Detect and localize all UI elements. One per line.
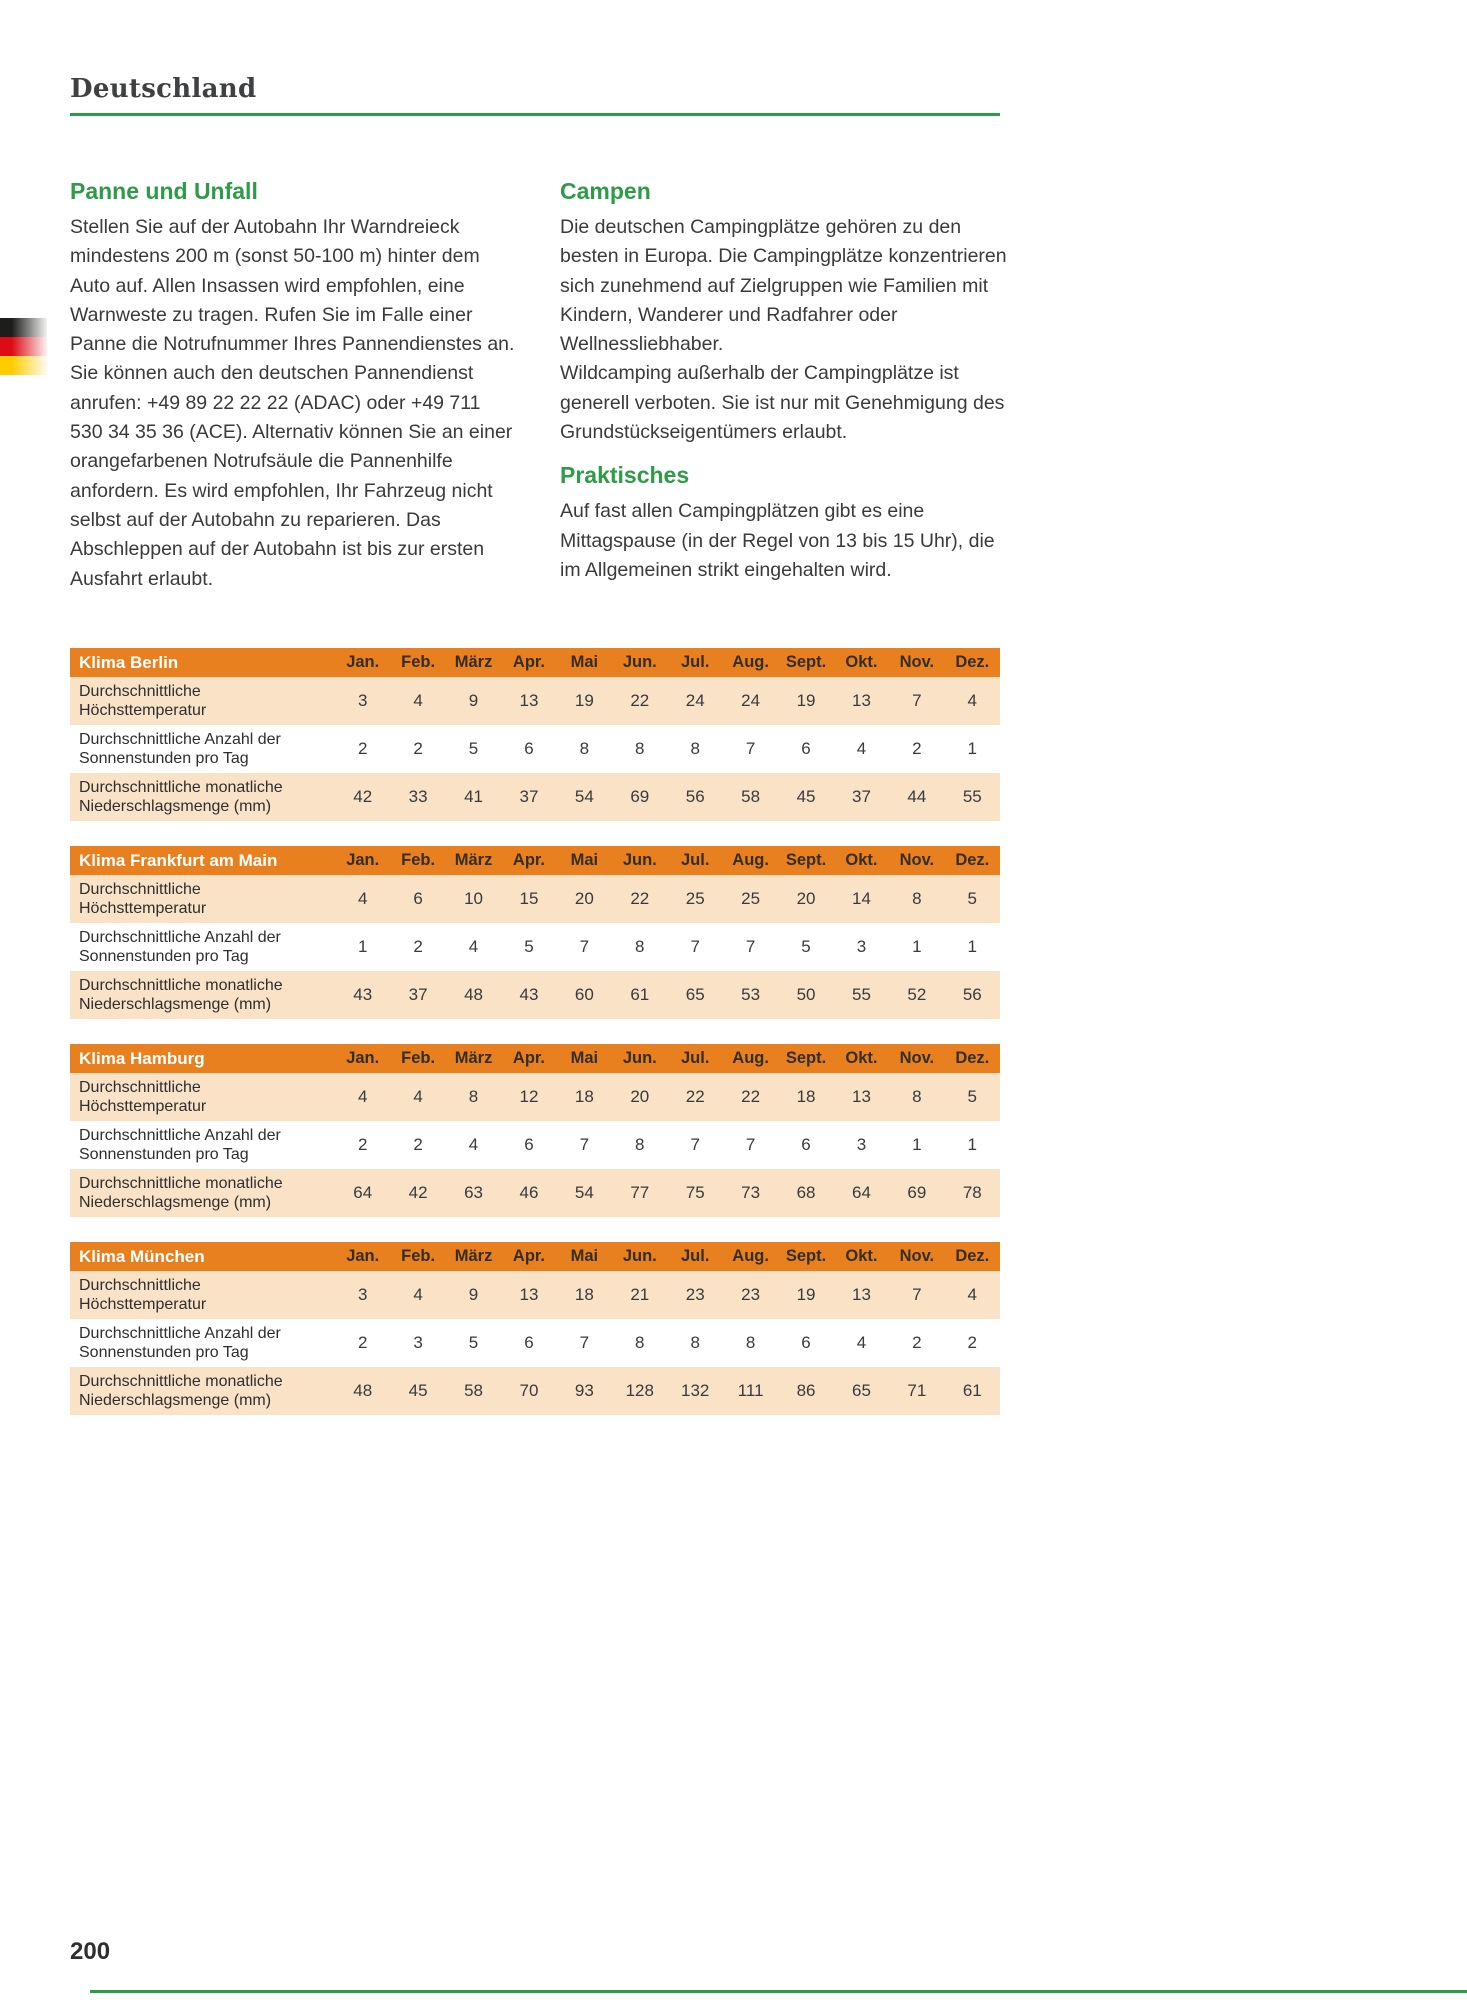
table-title: Klima Hamburg — [79, 1048, 205, 1068]
value-cell: 64 — [851, 1183, 871, 1202]
value-cell: 8 — [468, 1087, 479, 1106]
table-data-row — [70, 677, 1000, 725]
month-header: Apr. — [512, 1247, 545, 1265]
value-cell: 5 — [801, 937, 811, 956]
value-cell: 43 — [353, 985, 373, 1004]
value-cell: 75 — [685, 1183, 705, 1202]
value-cell: 21 — [630, 1285, 650, 1304]
value-cell: 19 — [574, 691, 594, 710]
value-cell: 20 — [574, 889, 594, 908]
value-cell: 22 — [630, 889, 650, 908]
value-cell: 64 — [353, 1183, 373, 1202]
month-header: Okt. — [845, 1247, 878, 1265]
value-cell: 63 — [464, 1183, 483, 1202]
month-header: Aug. — [732, 851, 769, 869]
value-cell: 8 — [690, 1333, 700, 1352]
value-cell: 50 — [796, 985, 816, 1004]
climate-table — [70, 1242, 1000, 1415]
value-cell: 13 — [851, 1285, 871, 1304]
month-header: März — [454, 653, 493, 671]
value-cell: 7 — [745, 937, 756, 956]
month-header: Sept. — [785, 653, 827, 671]
value-cell: 128 — [625, 1381, 654, 1400]
value-cell: 3 — [413, 1333, 423, 1352]
table-title: Klima München — [79, 1246, 205, 1266]
value-cell: 54 — [574, 1183, 594, 1202]
value-cell: 10 — [464, 889, 483, 908]
row-label: Durchschnittliche Anzahl der Sonnenstunden pro Tag — [79, 1325, 281, 1361]
month-header: Mai — [570, 653, 599, 671]
month-header: Jul. — [680, 1049, 710, 1067]
month-header: Nov. — [899, 1247, 935, 1265]
value-cell: 3 — [856, 1135, 867, 1154]
value-cell: 9 — [468, 691, 479, 710]
footer-rule — [90, 1990, 1467, 1993]
value-cell: 37 — [851, 787, 871, 806]
month-header: Nov. — [899, 653, 935, 671]
table-data-row — [70, 1073, 1000, 1121]
climate-table — [70, 648, 1000, 821]
climate-table — [70, 1044, 1000, 1217]
climate-table — [70, 846, 1000, 1019]
value-cell: 2 — [413, 937, 423, 956]
value-cell: 4 — [413, 691, 423, 710]
value-cell: 20 — [796, 889, 816, 908]
value-cell: 12 — [519, 1087, 539, 1106]
page-number: 200 — [70, 1938, 111, 1965]
value-cell: 2 — [912, 739, 922, 758]
table-title: Klima Berlin — [79, 652, 179, 672]
table-data-row — [70, 725, 1000, 773]
month-header: Apr. — [512, 653, 545, 671]
month-header: Jun. — [622, 851, 657, 869]
row-label: Durchschnittliche monatliche Niederschlagsmenge (mm) — [79, 779, 283, 815]
value-cell: 2 — [967, 1333, 978, 1352]
value-cell: 1 — [967, 937, 978, 956]
value-cell: 53 — [741, 985, 761, 1004]
table-data-row — [70, 971, 1000, 1019]
month-header: Jan. — [346, 1049, 380, 1067]
value-cell: 22 — [685, 1087, 705, 1106]
value-cell: 78 — [962, 1183, 982, 1202]
section-title-praktisches: Praktisches — [560, 462, 690, 489]
value-cell: 3 — [856, 937, 867, 956]
row-label: Durchschnittliche Anzahl der Sonnenstunden pro Tag — [79, 929, 281, 965]
value-cell: 55 — [851, 985, 871, 1004]
value-cell: 8 — [579, 739, 590, 758]
value-cell: 1 — [912, 937, 922, 956]
value-cell: 13 — [519, 1285, 539, 1304]
value-cell: 7 — [690, 1135, 700, 1154]
month-header: Jun. — [622, 1247, 657, 1265]
month-header: Jun. — [622, 1049, 657, 1067]
row-label: Durchschnittliche Höchsttemperatur — [79, 881, 207, 917]
row-label: Durchschnittliche monatliche Niederschlagsmenge (mm) — [79, 1373, 283, 1409]
month-header: Feb. — [401, 851, 436, 869]
table-data-row — [70, 1169, 1000, 1217]
value-cell: 4 — [357, 889, 368, 908]
value-cell: 8 — [635, 739, 645, 758]
row-label: Durchschnittliche Anzahl der Sonnenstunden pro Tag — [79, 1127, 281, 1163]
table-header-row — [70, 1044, 1000, 1073]
value-cell: 1 — [912, 1135, 922, 1154]
month-header: Okt. — [845, 851, 878, 869]
month-header: Jan. — [346, 653, 380, 671]
value-cell: 25 — [685, 889, 705, 908]
value-cell: 69 — [907, 1183, 927, 1202]
value-cell: 4 — [468, 937, 479, 956]
value-cell: 48 — [464, 985, 483, 1004]
table-data-row — [70, 1121, 1000, 1169]
value-cell: 61 — [962, 1381, 982, 1400]
value-cell: 60 — [574, 985, 594, 1004]
value-cell: 24 — [685, 691, 705, 710]
value-cell: 68 — [796, 1183, 816, 1202]
value-cell: 7 — [912, 1285, 922, 1304]
section-body-panne-und-unfall: Stellen Sie auf der Autobahn Ihr Warndreieck mindestens 200 m (sonst 50-100 m) hinter dem Auto auf. Allen Insassen wird empfohlen, eine Warnweste zu tragen. Rufen Sie im Falle einer Panne die Notrufnummer Ihres Pannendienstes an. Sie können auch den deutschen Pannendienst anrufen: +49 89 22 22 22 (ADAC) oder +49 711 530 34 35 36 (ACE). Alternativ können Sie an einer orangefarbenen Notrufsäule die Pannenhilfe anfordern. Es wird empfohlen, Ihr Fahrzeug nicht selbst auf der Autobahn zu reparieren. Das Abschleppen auf der Autobahn ist bis zur ersten Ausfahrt erlaubt. — [70, 216, 515, 590]
value-cell: 6 — [801, 739, 811, 758]
section-body-campen-2: Wildcamping außerhalb der Campingplätze ist generell verboten. Sie ist nur mit Genehmigung des Grundstückseigentümers erlaubt. — [560, 362, 1005, 444]
value-cell: 5 — [967, 1087, 978, 1106]
month-header: Feb. — [401, 1049, 436, 1067]
value-cell: 52 — [907, 985, 927, 1004]
value-cell: 69 — [630, 787, 650, 806]
value-cell: 58 — [464, 1381, 483, 1400]
value-cell: 8 — [635, 937, 645, 956]
value-cell: 4 — [468, 1135, 479, 1154]
value-cell: 18 — [574, 1285, 594, 1304]
value-cell: 7 — [912, 691, 922, 710]
table-header-row — [70, 1242, 1000, 1271]
table-data-row — [70, 1367, 1000, 1415]
value-cell: 7 — [579, 1333, 590, 1352]
month-header: Okt. — [845, 653, 878, 671]
value-cell: 2 — [413, 739, 423, 758]
value-cell: 8 — [635, 1135, 645, 1154]
value-cell: 77 — [630, 1183, 650, 1202]
value-cell: 37 — [519, 787, 539, 806]
value-cell: 43 — [519, 985, 539, 1004]
value-cell: 42 — [408, 1183, 428, 1202]
value-cell: 4 — [967, 1285, 978, 1304]
table-data-row — [70, 773, 1000, 821]
value-cell: 7 — [745, 739, 756, 758]
value-cell: 2 — [357, 1135, 368, 1154]
month-header: Jan. — [346, 1247, 380, 1265]
page-title: Deutschland — [70, 74, 257, 104]
value-cell: 4 — [856, 739, 867, 758]
section-title-panne-und-unfall: Panne und Unfall — [70, 178, 258, 204]
value-cell: 132 — [681, 1381, 710, 1400]
value-cell: 2 — [413, 1135, 423, 1154]
value-cell: 45 — [408, 1381, 428, 1400]
value-cell: 13 — [851, 1087, 871, 1106]
month-header: Feb. — [401, 653, 436, 671]
row-label: Durchschnittliche monatliche Niederschlagsmenge (mm) — [79, 1175, 283, 1211]
value-cell: 54 — [574, 787, 594, 806]
value-cell: 25 — [741, 889, 761, 908]
value-cell: 18 — [796, 1087, 816, 1106]
table-title: Klima Frankfurt am Main — [79, 850, 278, 870]
table-header-row — [70, 846, 1000, 875]
value-cell: 23 — [685, 1285, 705, 1304]
value-cell: 73 — [741, 1183, 761, 1202]
value-cell: 6 — [524, 739, 534, 758]
value-cell: 8 — [912, 1087, 922, 1106]
value-cell: 61 — [630, 985, 650, 1004]
value-cell: 45 — [796, 787, 816, 806]
value-cell: 71 — [907, 1381, 927, 1400]
value-cell: 4 — [967, 691, 978, 710]
value-cell: 2 — [357, 1333, 368, 1352]
month-header: Dez. — [955, 1247, 990, 1265]
month-header: Apr. — [512, 1049, 545, 1067]
value-cell: 22 — [741, 1087, 761, 1106]
value-cell: 3 — [357, 1285, 368, 1304]
section-body-campen-1: Die deutschen Campingplätze gehören zu den besten in Europa. Die Campingplätze konzentrieren sich zunehmend auf Zielgruppen wie Familien mit Kindern, Wanderer und Radfahrer oder Wellnessliebhaber. — [560, 216, 1007, 356]
value-cell: 6 — [524, 1135, 534, 1154]
value-cell: 4 — [413, 1285, 423, 1304]
month-header: Mai — [570, 1247, 599, 1265]
month-header: Apr. — [512, 851, 545, 869]
row-label: Durchschnittliche Höchsttemperatur — [79, 683, 207, 719]
value-cell: 6 — [413, 889, 423, 908]
value-cell: 13 — [851, 691, 871, 710]
value-cell: 55 — [962, 787, 982, 806]
value-cell: 5 — [468, 739, 479, 758]
value-cell: 7 — [579, 937, 590, 956]
right-column — [560, 178, 1012, 585]
month-header: März — [454, 1247, 493, 1265]
value-cell: 9 — [468, 1285, 479, 1304]
value-cell: 5 — [967, 889, 978, 908]
table-header-row — [70, 648, 1000, 677]
value-cell: 19 — [796, 1285, 816, 1304]
month-header: Jul. — [680, 1247, 710, 1265]
value-cell: 44 — [907, 787, 927, 806]
value-cell: 56 — [962, 985, 982, 1004]
table-data-row — [70, 1319, 1000, 1367]
value-cell: 37 — [408, 985, 428, 1004]
value-cell: 4 — [856, 1333, 867, 1352]
month-header: Aug. — [732, 653, 769, 671]
value-cell: 5 — [524, 937, 534, 956]
value-cell: 8 — [690, 739, 700, 758]
month-header: Nov. — [899, 851, 935, 869]
value-cell: 1 — [967, 1135, 978, 1154]
month-header: Jul. — [680, 653, 710, 671]
climate-tables — [70, 648, 1000, 1440]
value-cell: 7 — [690, 937, 700, 956]
value-cell: 58 — [741, 787, 761, 806]
value-cell: 1 — [967, 739, 978, 758]
month-header: Dez. — [955, 851, 990, 869]
value-cell: 3 — [357, 691, 368, 710]
value-cell: 8 — [635, 1333, 645, 1352]
month-header: Jan. — [346, 851, 380, 869]
value-cell: 20 — [630, 1087, 650, 1106]
month-header: Sept. — [785, 1247, 827, 1265]
value-cell: 33 — [408, 787, 428, 806]
value-cell: 15 — [519, 889, 539, 908]
header-rule — [70, 113, 1000, 116]
month-header: März — [454, 851, 493, 869]
germany-flag-icon — [0, 318, 47, 375]
value-cell: 56 — [685, 787, 705, 806]
month-header: Feb. — [401, 1247, 436, 1265]
month-header: Sept. — [785, 1049, 827, 1067]
value-cell: 4 — [413, 1087, 423, 1106]
month-header: Sept. — [785, 851, 827, 869]
month-header: Mai — [570, 851, 599, 869]
month-header: Aug. — [732, 1247, 769, 1265]
value-cell: 24 — [741, 691, 761, 710]
value-cell: 46 — [519, 1183, 539, 1202]
value-cell: 7 — [745, 1135, 756, 1154]
month-header: Jul. — [680, 851, 710, 869]
value-cell: 7 — [579, 1135, 590, 1154]
value-cell: 8 — [745, 1333, 756, 1352]
table-data-row — [70, 1271, 1000, 1319]
value-cell: 111 — [737, 1381, 764, 1400]
month-header: Nov. — [899, 1049, 935, 1067]
table-data-row — [70, 923, 1000, 971]
value-cell: 93 — [574, 1381, 594, 1400]
month-header: März — [454, 1049, 493, 1067]
value-cell: 18 — [574, 1087, 594, 1106]
value-cell: 65 — [685, 985, 705, 1004]
section-body-praktisches: Auf fast allen Campingplätzen gibt es eine Mittagspause (in der Regel von 13 bis 15 Uhr), die im Allgemeinen strikt eingehalten wird. — [560, 500, 995, 581]
value-cell: 22 — [630, 691, 650, 710]
value-cell: 23 — [741, 1285, 761, 1304]
value-cell: 6 — [524, 1333, 534, 1352]
value-cell: 1 — [357, 937, 368, 956]
month-header: Aug. — [732, 1049, 769, 1067]
month-header: Mai — [570, 1049, 599, 1067]
month-header: Dez. — [955, 1049, 990, 1067]
value-cell: 2 — [357, 739, 368, 758]
left-column — [70, 178, 517, 594]
row-label: Durchschnittliche Höchsttemperatur — [79, 1079, 207, 1115]
month-header: Okt. — [845, 1049, 878, 1067]
value-cell: 6 — [801, 1333, 811, 1352]
value-cell: 48 — [353, 1381, 373, 1400]
value-cell: 41 — [464, 787, 483, 806]
value-cell: 4 — [357, 1087, 368, 1106]
value-cell: 14 — [851, 889, 871, 908]
month-header: Dez. — [955, 653, 990, 671]
value-cell: 19 — [796, 691, 816, 710]
value-cell: 8 — [912, 889, 922, 908]
value-cell: 86 — [796, 1381, 816, 1400]
value-cell: 2 — [912, 1333, 922, 1352]
value-cell: 70 — [519, 1381, 539, 1400]
section-title-campen: Campen — [560, 178, 651, 204]
table-data-row — [70, 875, 1000, 923]
value-cell: 6 — [801, 1135, 811, 1154]
value-cell: 65 — [851, 1381, 871, 1400]
row-label: Durchschnittliche monatliche Niederschlagsmenge (mm) — [79, 977, 283, 1013]
value-cell: 5 — [468, 1333, 479, 1352]
value-cell: 13 — [519, 691, 539, 710]
month-header: Jun. — [622, 653, 657, 671]
value-cell: 42 — [353, 787, 373, 806]
row-label: Durchschnittliche Höchsttemperatur — [79, 1277, 207, 1313]
row-label: Durchschnittliche Anzahl der Sonnenstunden pro Tag — [79, 731, 281, 767]
